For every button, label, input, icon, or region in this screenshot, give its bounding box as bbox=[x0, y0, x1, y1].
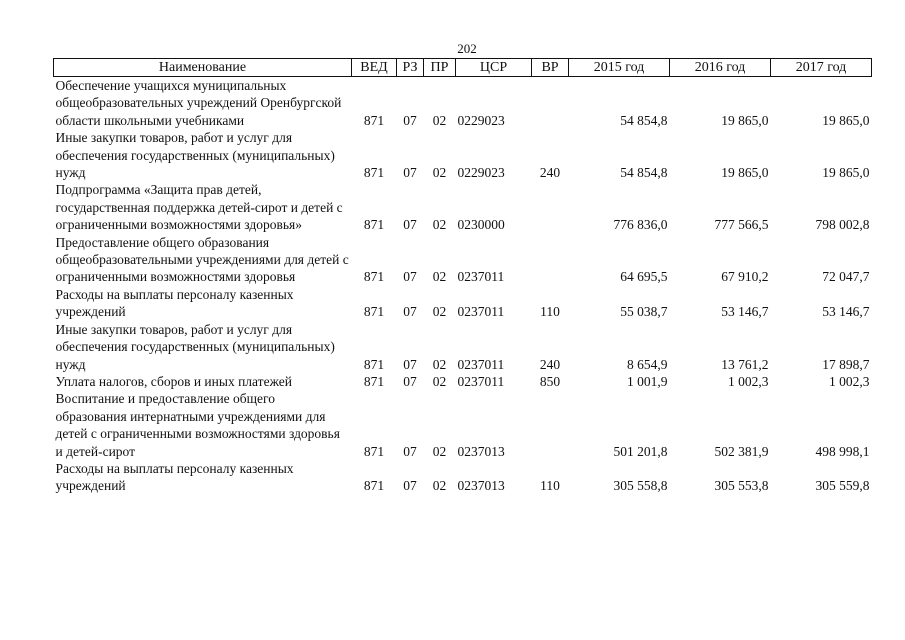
budget-table bbox=[53, 58, 872, 495]
col-header-csr: ЦСР bbox=[456, 59, 532, 77]
row-2016: 305 553,8 bbox=[714, 478, 769, 494]
row-name: Уплата налогов, сборов и иных платежей bbox=[55, 373, 292, 389]
row-name: Иные закупки товаров, работ и услуг для обеспечения государственных (муниципальных) нужд bbox=[55, 130, 335, 181]
row-pr: 02 bbox=[432, 373, 447, 389]
row-csr: 0237011 bbox=[457, 304, 505, 320]
table-row bbox=[54, 390, 872, 460]
row-2015: 776 836,0 bbox=[613, 217, 668, 233]
table-row bbox=[54, 129, 872, 181]
row-2016: 1 002,3 bbox=[728, 373, 769, 389]
row-2016: 502 381,9 bbox=[714, 443, 769, 459]
table-row bbox=[54, 234, 872, 286]
row-csr: 0237011 bbox=[457, 356, 505, 372]
row-rz: 07 bbox=[403, 443, 417, 459]
row-csr: 0237011 bbox=[457, 269, 505, 285]
row-2015: 54 854,8 bbox=[620, 112, 668, 128]
table-row bbox=[54, 460, 872, 495]
row-ved: 871 bbox=[363, 165, 385, 181]
page-number: 202 bbox=[457, 41, 477, 56]
row-vr bbox=[532, 181, 569, 233]
row-vr: 240 bbox=[539, 356, 561, 372]
row-2016: 19 865,0 bbox=[721, 112, 769, 128]
row-pr: 02 bbox=[432, 443, 447, 459]
col-header-pr: ПР bbox=[424, 59, 456, 77]
row-2016: 67 910,2 bbox=[721, 269, 769, 285]
row-rz: 07 bbox=[403, 356, 417, 372]
row-pr: 02 bbox=[432, 217, 447, 233]
row-2017: 798 002,8 bbox=[815, 217, 870, 233]
row-rz: 07 bbox=[403, 217, 417, 233]
row-name: Предоставление общего образования общеобразовательными учреждениями для детей с ограниченными возможностями здоровья bbox=[55, 234, 349, 285]
row-2016: 777 566,5 bbox=[714, 217, 769, 233]
table-header-row bbox=[54, 59, 872, 77]
row-name: Обеспечение учащихся муниципальных общеобразовательных учреждений Оренбургской области школьными учебниками bbox=[55, 78, 342, 128]
row-2017: 19 865,0 bbox=[822, 165, 870, 181]
col-header-rz: РЗ bbox=[397, 59, 424, 77]
row-2015: 501 201,8 bbox=[613, 443, 668, 459]
row-name: Подпрограмма «Защита прав детей, государственная поддержка детей-сирот и детей с ограниченными возможностями здоровья» bbox=[55, 182, 343, 233]
row-ved: 871 bbox=[363, 443, 385, 459]
row-2015: 305 558,8 bbox=[613, 478, 668, 494]
row-vr bbox=[532, 234, 569, 286]
row-ved: 871 bbox=[363, 112, 385, 128]
row-name: Расходы на выплаты персоналу казенных учреждений bbox=[55, 460, 294, 494]
row-rz: 07 bbox=[403, 112, 417, 128]
row-vr: 110 bbox=[540, 304, 560, 320]
row-pr: 02 bbox=[432, 304, 447, 320]
row-ved: 871 bbox=[363, 304, 385, 320]
row-rz: 07 bbox=[403, 165, 417, 181]
row-csr: 0237011 bbox=[457, 373, 505, 389]
row-2017: 498 998,1 bbox=[815, 443, 870, 459]
row-2016: 13 761,2 bbox=[721, 356, 769, 372]
row-2015: 8 654,9 bbox=[627, 356, 668, 372]
table-row bbox=[54, 77, 872, 130]
row-ved: 871 bbox=[363, 269, 385, 285]
row-2017: 1 002,3 bbox=[829, 373, 870, 389]
col-header-2017: 2017 год bbox=[771, 59, 872, 77]
row-rz: 07 bbox=[403, 304, 417, 320]
row-csr: 0237013 bbox=[457, 443, 505, 459]
row-csr: 0229023 bbox=[457, 165, 505, 181]
row-2017: 19 865,0 bbox=[822, 112, 870, 128]
row-pr: 02 bbox=[432, 112, 447, 128]
row-ved: 871 bbox=[363, 356, 385, 372]
row-rz: 07 bbox=[403, 269, 417, 285]
row-pr: 02 bbox=[432, 478, 447, 494]
row-vr: 240 bbox=[539, 165, 561, 181]
row-pr: 02 bbox=[432, 165, 447, 181]
row-pr: 02 bbox=[432, 356, 447, 372]
table-row bbox=[54, 181, 872, 233]
row-csr: 0230000 bbox=[457, 217, 505, 233]
row-2017: 17 898,7 bbox=[822, 356, 870, 372]
row-vr bbox=[532, 77, 569, 130]
row-pr: 02 bbox=[432, 269, 447, 285]
row-ved: 871 bbox=[363, 478, 385, 494]
row-csr: 0229023 bbox=[457, 112, 505, 128]
row-rz: 07 bbox=[403, 478, 417, 494]
table-row bbox=[54, 321, 872, 373]
row-name: Воспитание и предоставление общего образования интернатными учреждениями для детей с ограниченными возможностями здоровья и детей-сирот bbox=[55, 391, 340, 459]
row-name: Расходы на выплаты персоналу казенных учреждений bbox=[55, 286, 294, 320]
row-2015: 54 854,8 bbox=[620, 165, 668, 181]
col-header-name: Наименование bbox=[54, 59, 352, 77]
row-vr: 110 bbox=[540, 478, 560, 494]
table-row bbox=[54, 286, 872, 321]
row-vr bbox=[532, 390, 569, 460]
row-2016: 53 146,7 bbox=[721, 304, 769, 320]
row-name: Иные закупки товаров, работ и услуг для обеспечения государственных (муниципальных) нужд bbox=[55, 321, 335, 372]
col-header-vr: ВР bbox=[532, 59, 569, 77]
col-header-ved: ВЕД bbox=[352, 59, 397, 77]
row-2016: 19 865,0 bbox=[721, 165, 769, 181]
row-2015: 1 001,9 bbox=[627, 373, 668, 389]
row-vr: 850 bbox=[539, 373, 561, 389]
row-2015: 64 695,5 bbox=[620, 269, 668, 285]
col-header-2015: 2015 год bbox=[569, 59, 670, 77]
table-row bbox=[54, 373, 872, 390]
row-2017: 305 559,8 bbox=[815, 478, 870, 494]
row-csr: 0237013 bbox=[457, 478, 505, 494]
row-ved: 871 bbox=[363, 373, 385, 389]
row-rz: 07 bbox=[403, 373, 417, 389]
row-2015: 55 038,7 bbox=[620, 304, 668, 320]
col-header-2016: 2016 год bbox=[670, 59, 771, 77]
row-2017: 53 146,7 bbox=[822, 304, 870, 320]
row-2017: 72 047,7 bbox=[822, 269, 870, 285]
row-ved: 871 bbox=[363, 217, 385, 233]
